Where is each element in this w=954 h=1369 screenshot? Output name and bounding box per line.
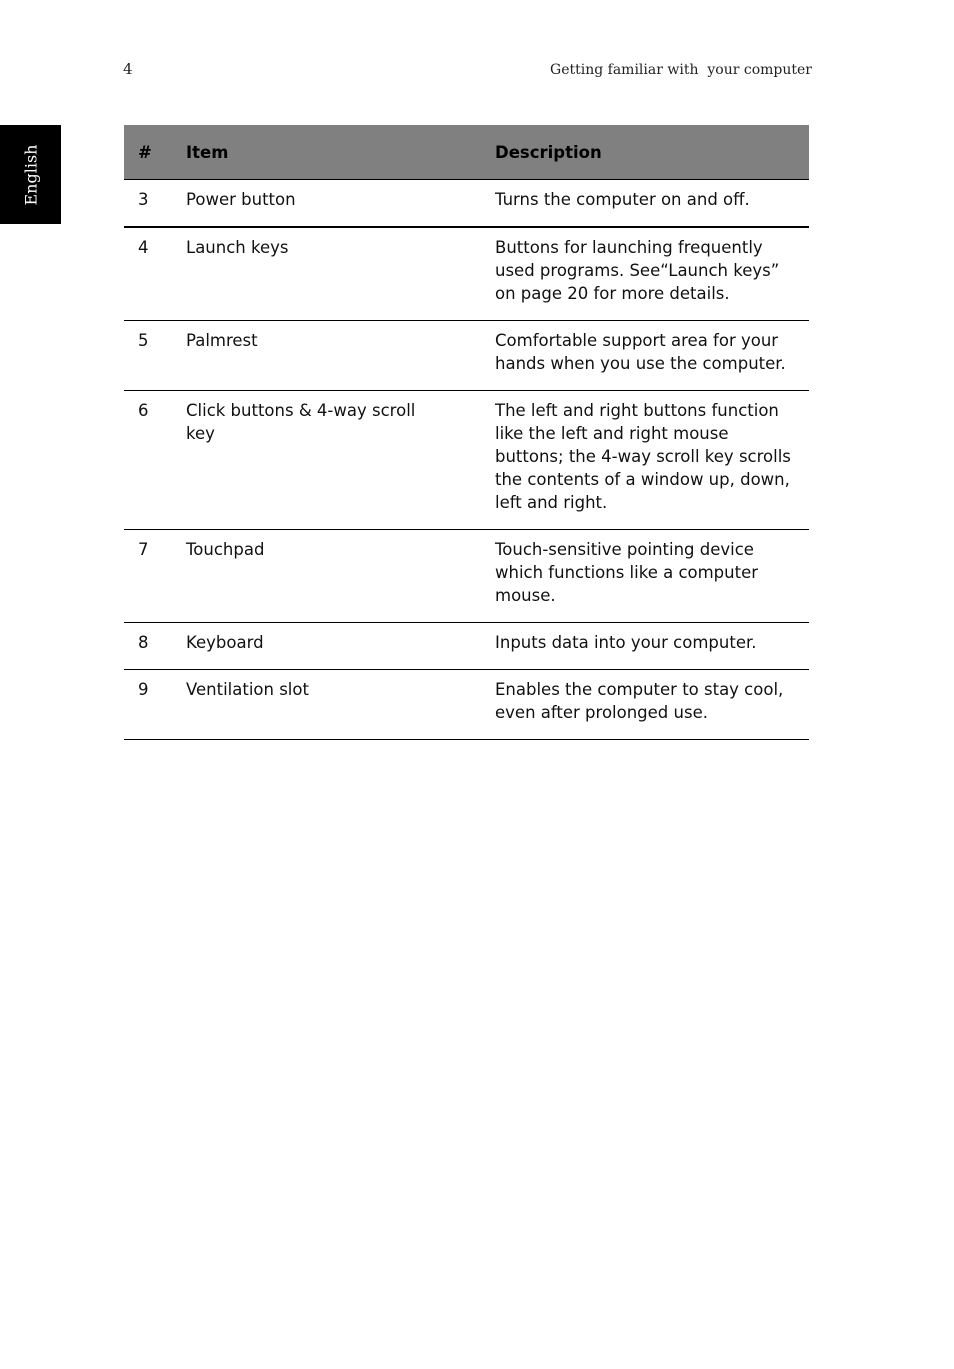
table-row	[124, 623, 809, 670]
row-item: Keyboard	[186, 623, 495, 670]
table-row	[124, 530, 809, 623]
row-description: Touch-sensitive pointing device which functions like a computer mouse.	[495, 530, 809, 623]
row-number: 5	[124, 321, 186, 391]
row-number: 6	[124, 391, 186, 530]
row-description: The left and right buttons function like the left and right mouse buttons; the 4-way scroll key scrolls the contents of a window up, down, left and right.	[495, 391, 809, 530]
row-description: Comfortable support area for your hands when you use the computer.	[495, 321, 809, 391]
row-item: Power button	[186, 180, 495, 228]
row-description: Buttons for launching frequently used programs. See“Launch keys” on page 20 for more details.	[495, 227, 809, 321]
table-row	[124, 180, 809, 228]
side-tab-label: English	[21, 144, 40, 205]
column-header-description: Description	[495, 125, 809, 180]
row-item: Palmrest	[186, 321, 495, 391]
table-header-row	[124, 125, 809, 180]
row-item: Touchpad	[186, 530, 495, 623]
component-table	[124, 125, 809, 740]
running-header: Getting familiar with your computer	[550, 62, 812, 78]
row-number: 9	[124, 670, 186, 740]
table-row	[124, 321, 809, 391]
column-header-number: #	[124, 125, 186, 180]
row-description: Turns the computer on and off.	[495, 180, 809, 228]
row-number: 4	[124, 227, 186, 321]
row-number: 8	[124, 623, 186, 670]
row-item: Ventilation slot	[186, 670, 495, 740]
table-row	[124, 670, 809, 740]
table-row	[124, 227, 809, 321]
language-side-tab	[0, 125, 61, 224]
table-row	[124, 391, 809, 530]
row-number: 7	[124, 530, 186, 623]
page-number: 4	[123, 60, 133, 78]
row-description: Inputs data into your computer.	[495, 623, 809, 670]
row-item: Launch keys	[186, 227, 495, 321]
row-number: 3	[124, 180, 186, 228]
row-item: Click buttons & 4-way scroll key	[186, 391, 495, 530]
column-header-item: Item	[186, 125, 495, 180]
row-description: Enables the computer to stay cool, even after prolonged use.	[495, 670, 809, 740]
